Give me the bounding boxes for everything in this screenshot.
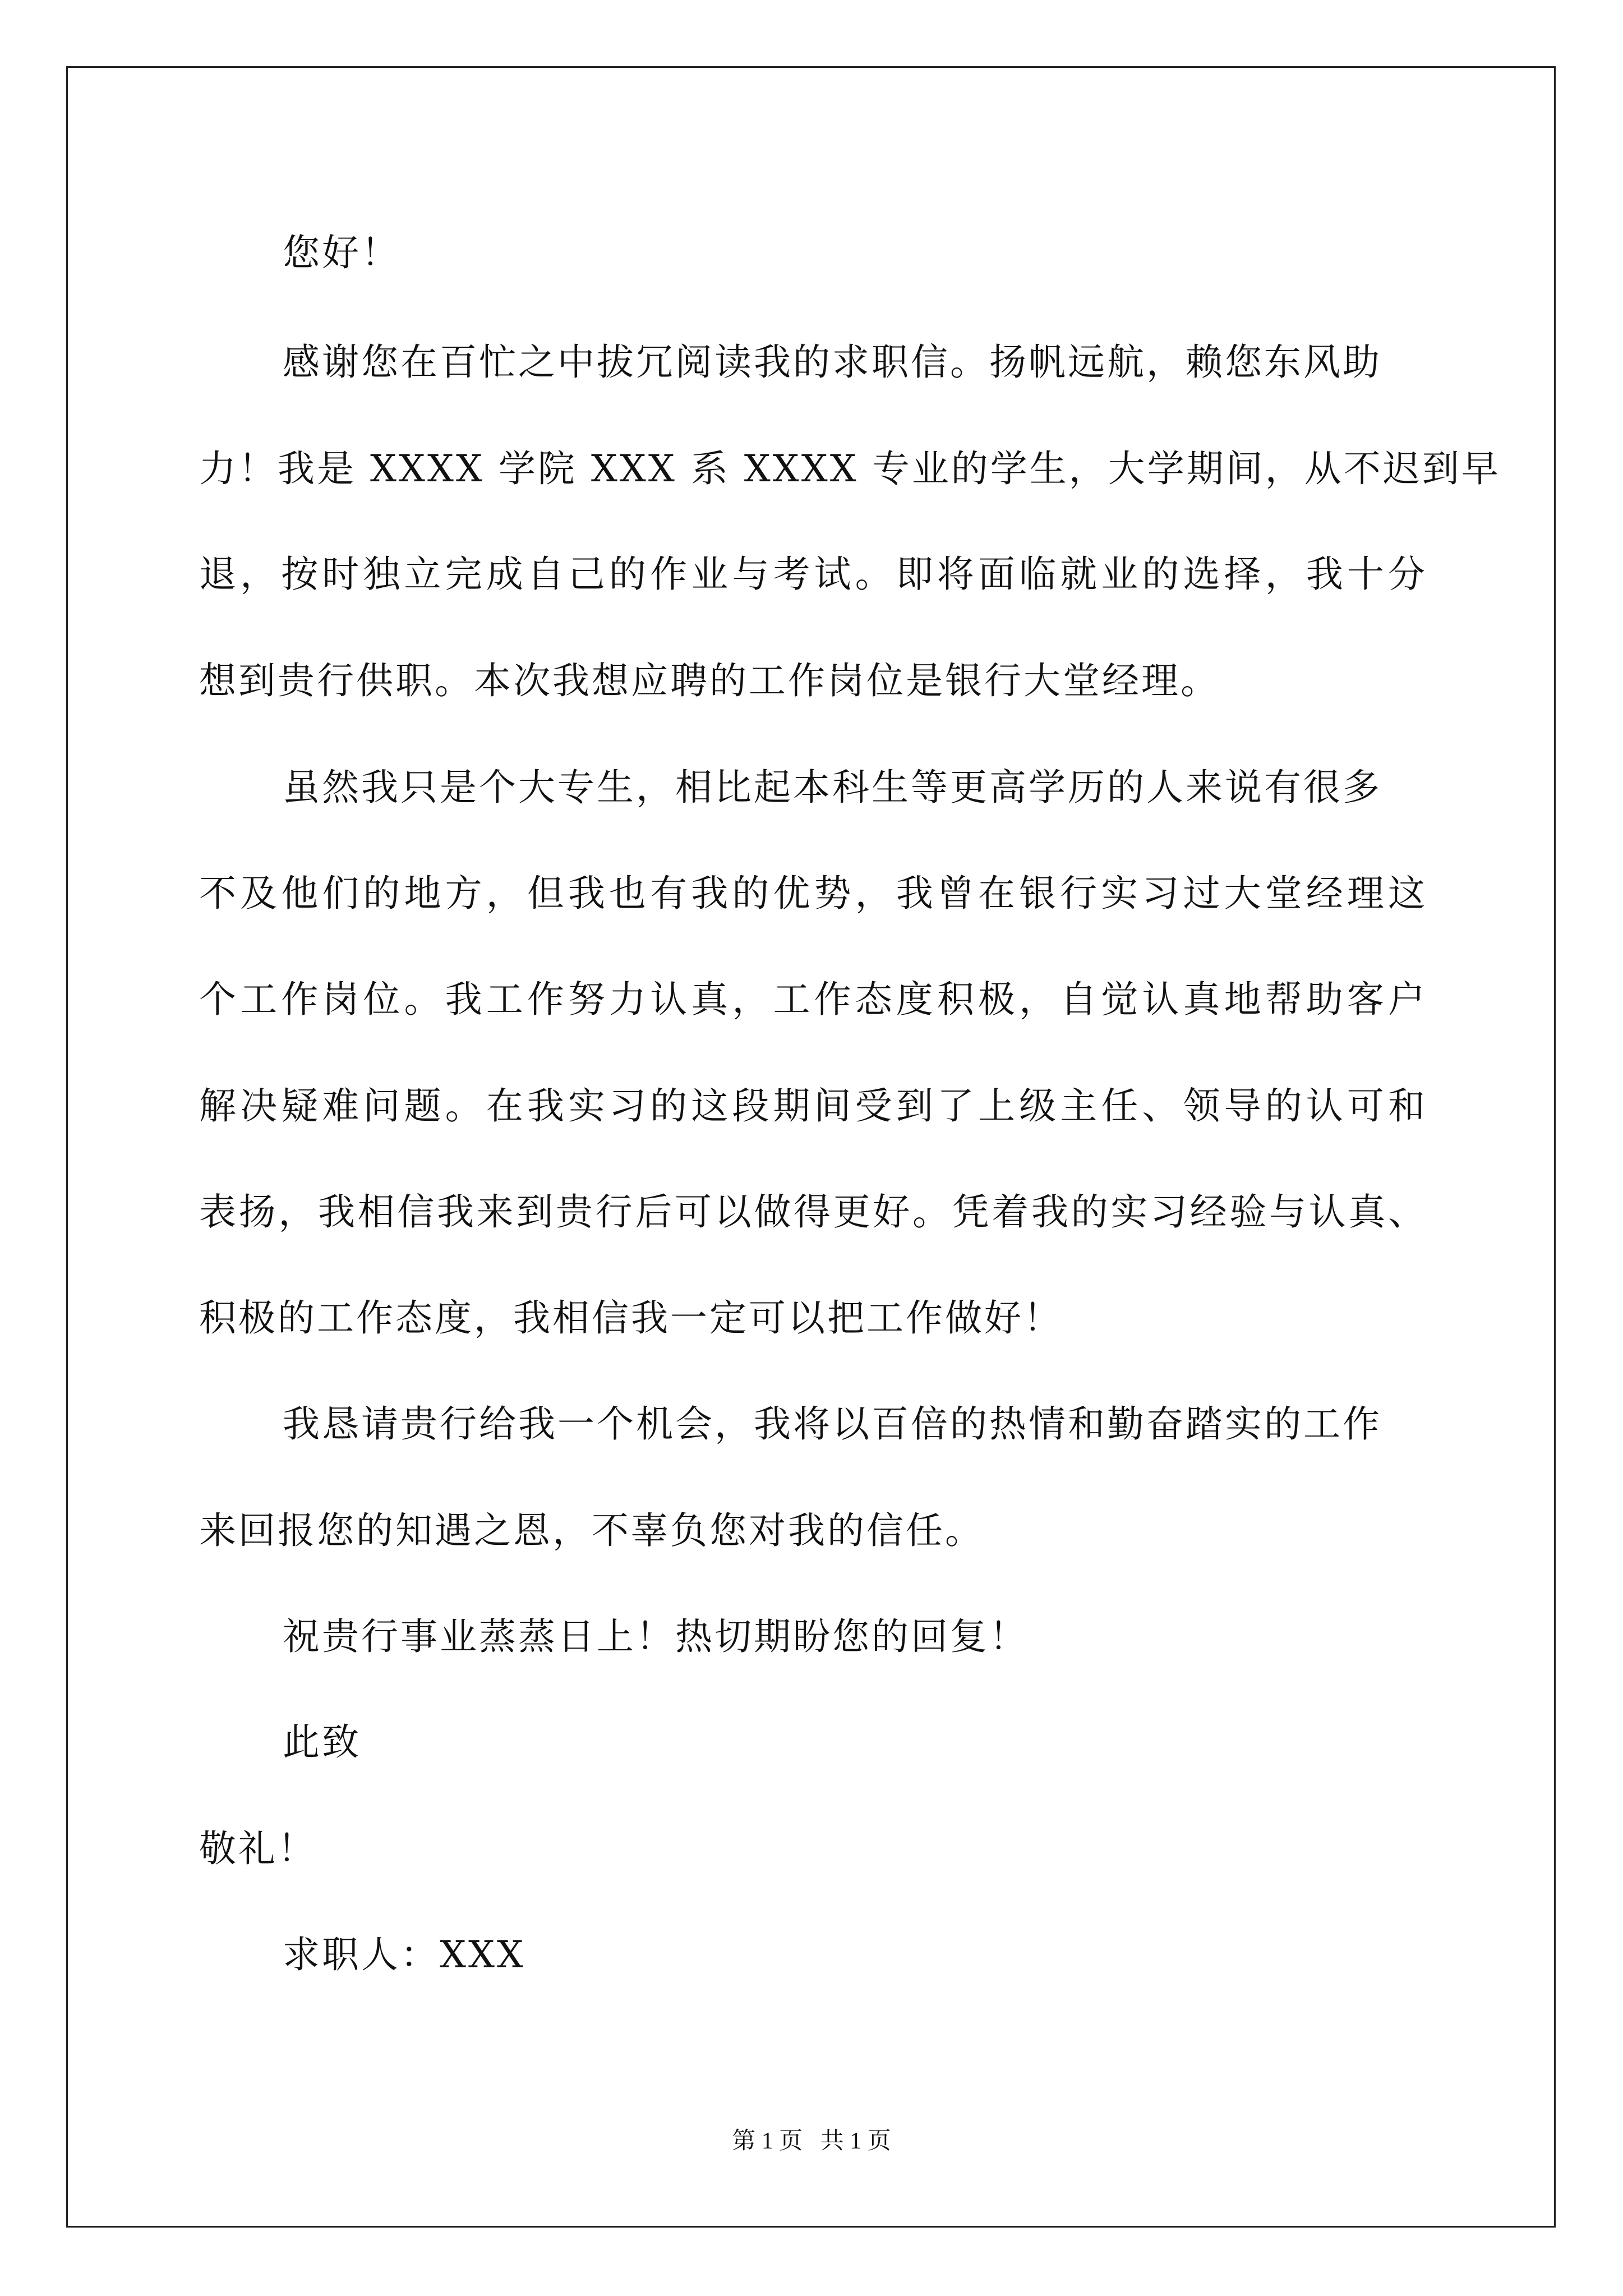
closing-jing-li: 敬礼！ bbox=[199, 1827, 317, 1870]
paragraph-1-line-1: 感谢您在百忙之中拔冗阅读我的求职信。扬帆远航，赖您东风助 bbox=[283, 341, 1382, 384]
paragraph-2-line-6: 积极的工作态度，我相信我一定可以把工作做好！ bbox=[199, 1296, 1063, 1340]
paragraph-3-line-1: 我恳请贵行给我一个机会，我将以百倍的热情和勤奋踏实的工作 bbox=[283, 1402, 1382, 1446]
signature: 求职人：XXX bbox=[283, 1933, 525, 1976]
greeting: 您好！ bbox=[283, 231, 400, 274]
paragraph-3-line-2: 来回报您的知遇之恩，不辜负您对我的信任。 bbox=[199, 1509, 984, 1552]
page-footer: 第 1 页 共 1 页 bbox=[732, 2128, 891, 2154]
wish-line: 祝贵行事业蒸蒸日上！热切期盼您的回复！ bbox=[283, 1615, 1029, 1658]
paragraph-1-line-2: 力！我是 XXXX 学院 XXX 系 XXXX 专业的学生，大学期间，从不迟到早 bbox=[199, 447, 1501, 490]
paragraph-2-line-5: 表扬，我相信我来到贵行后可以做得更好。凭着我的实习经验与认真、 bbox=[199, 1190, 1427, 1234]
paragraph-2-line-4: 解决疑难问题。在我实习的这段期间受到了上级主任、领导的认可和 bbox=[199, 1084, 1427, 1128]
page-border bbox=[66, 66, 1556, 2228]
paragraph-2-line-2: 不及他们的地方，但我也有我的优势，我曾在银行实习过大堂经理这 bbox=[199, 872, 1427, 915]
paragraph-2-line-3: 个工作岗位。我工作努力认真，工作态度积极，自觉认真地帮助客户 bbox=[199, 978, 1427, 1021]
paragraph-1-line-3: 退，按时独立完成自己的作业与考试。即将面临就业的选择，我十分 bbox=[199, 553, 1427, 596]
paragraph-2-line-1: 虽然我只是个大专生，相比起本科生等更高学历的人来说有很多 bbox=[283, 766, 1382, 809]
closing-ci-zhi: 此致 bbox=[283, 1720, 361, 1764]
paragraph-1-line-4: 想到贵行供职。本次我想应聘的工作岗位是银行大堂经理。 bbox=[199, 659, 1220, 702]
